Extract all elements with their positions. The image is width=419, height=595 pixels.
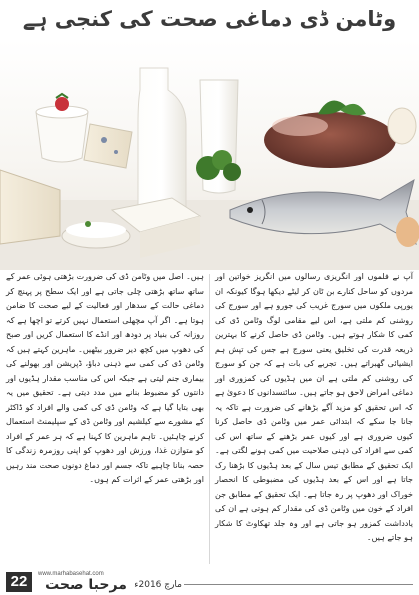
page-number: 22 [6, 572, 32, 592]
column-left-text: ہیں۔ اصل میں وٹامن ڈی کی ضرورت بڑھتی ہوئی عمر کے ساتھ ساتھ بڑھتی چلی جاتی ہے اور ایک سطح پر پہنچ کر دماغی حالت کے سدھار اور فعالیت کے لیے صحت کا ضامن ہوتا ہے۔ اگر آپ مچھلی استعمال نہیں کرتے تو اچھا ہے کہ روزانہ کی بنیاد پر دودھ اور انڈے کا استعمال کریں اور صبح کی دھوپ میں کچھ دیر ضرور بیٹھیں۔ ماہرین کہتے ہیں کہ وٹامن ڈی کی کمی سے ذہنی دباؤ، ڈپریشن اور بھولنے کی بیماری جنم لیتی ہے جبکہ اس کی مناسب مقدار ہڈیوں اور دانتوں کو مضبوط بنانے میں مدد دیتی ہے۔ تحقیق میں یہ بھی بتایا گیا ہے کہ وٹامن ڈی کی کمی والے افراد کو ڈاکٹر کے مشورے سے کیلشیم اور وٹامن ڈی کے سپلیمنٹ استعمال کرنے چاہئیں۔ تاہم ماہرین کا کہنا ہے کہ ہر عمر کے افراد کو متوازن غذا، ورزش اور دھوپ کو اپنی روزمرہ زندگی کا حصہ بنانا چاہیے تاکہ جسم اور دماغ دونوں صحت مند رہیں اور بڑھتی عمر کے اثرات کم ہوں۔ [6, 272, 204, 484]
egg [388, 108, 416, 144]
column-divider [209, 274, 210, 564]
issue-date: مارچ 2016ء [134, 580, 182, 590]
article-column-right [215, 270, 413, 570]
meat-fat [272, 116, 328, 136]
herb-garnish [85, 221, 91, 227]
strawberry [55, 97, 69, 111]
food-photo [0, 40, 419, 270]
fish-eye [247, 207, 253, 213]
page-footer [0, 570, 419, 595]
milk-bottle [138, 68, 186, 212]
cheese-vein [114, 150, 118, 154]
cottage-cheese [66, 222, 126, 238]
cheese-wedge [0, 170, 60, 244]
brown-egg [396, 217, 419, 247]
basil-leaf [318, 101, 346, 115]
magazine-masthead: مرحبا صحت [45, 577, 127, 593]
column-right-text: آپ نے فلموں اور انگریزی رسالوں میں انگریز خواتین اور مردوں کو ساحل کنارے بن ٹان کر لیٹے دیکھا ہوگا کیونکہ ان یورپی ملکوں میں سورج غریب کی جورو ہے اور سورج کی روشنی کم ملتی ہے، اس لیے مقامی لوگ وٹامن ڈی کی کمی کا شکار ہوتے ہیں۔ وٹامن ڈی حاصل کرنے کا بہترین ذریعہ قدرت کی تخلیق یعنی سورج ہے جس کی تپش ہم ایشیائی گھبراتے ہیں۔ تجربے کی بات ہے کہ جن کو سورج کی روشنی کم ملتی ہے ان میں ہڈیوں کی کمزوری اور دماغی امراض لاحق ہو جاتے ہیں۔ سائنسدانوں کا دعویٰ ہے کہ اس تحقیق کو مزید آگے بڑھانے کی ضرورت ہے تاکہ یہ جانا جا سکے کہ ابتدائی عمر میں وٹامن ڈی حاصل کرنا کیوں ضروری ہے اور کیوں عمر بڑھنے کے ساتھ اس کی کمی سے افراد کی ذہنی صلاحیت میں کمی ہونے لگتی ہے۔ ایک تحقیق کے مطابق تیس سال کے بعد ہڈیوں کا بڑھنا رک جاتا ہے اور اس کے بعد ہڈیوں کی مضبوطی کا انحصار خوراک اور دھوپ پر رہ جاتا ہے۔ ایک تحقیق کے مطابق جن افراد کے خون میں وٹامن ڈی کی مقدار کم ہوتی ہے ان کی یادداشت کمزور ہو جاتی ہے اور وہ جلد تھکاوٹ کا شکار ہو جاتے ہیں۔ [215, 272, 413, 542]
footer-rule [184, 584, 413, 585]
article-body [6, 270, 413, 570]
article-title: وٹامن ڈی دماغی صحت کی کنجی ہے [22, 7, 397, 31]
blue-cheese [84, 124, 132, 168]
website-url: www.marhabasehat.com [38, 571, 104, 577]
food-photo-illustration [0, 40, 419, 270]
article-column-left [6, 270, 204, 570]
broccoli [223, 163, 241, 181]
cheese-vein [101, 137, 107, 143]
